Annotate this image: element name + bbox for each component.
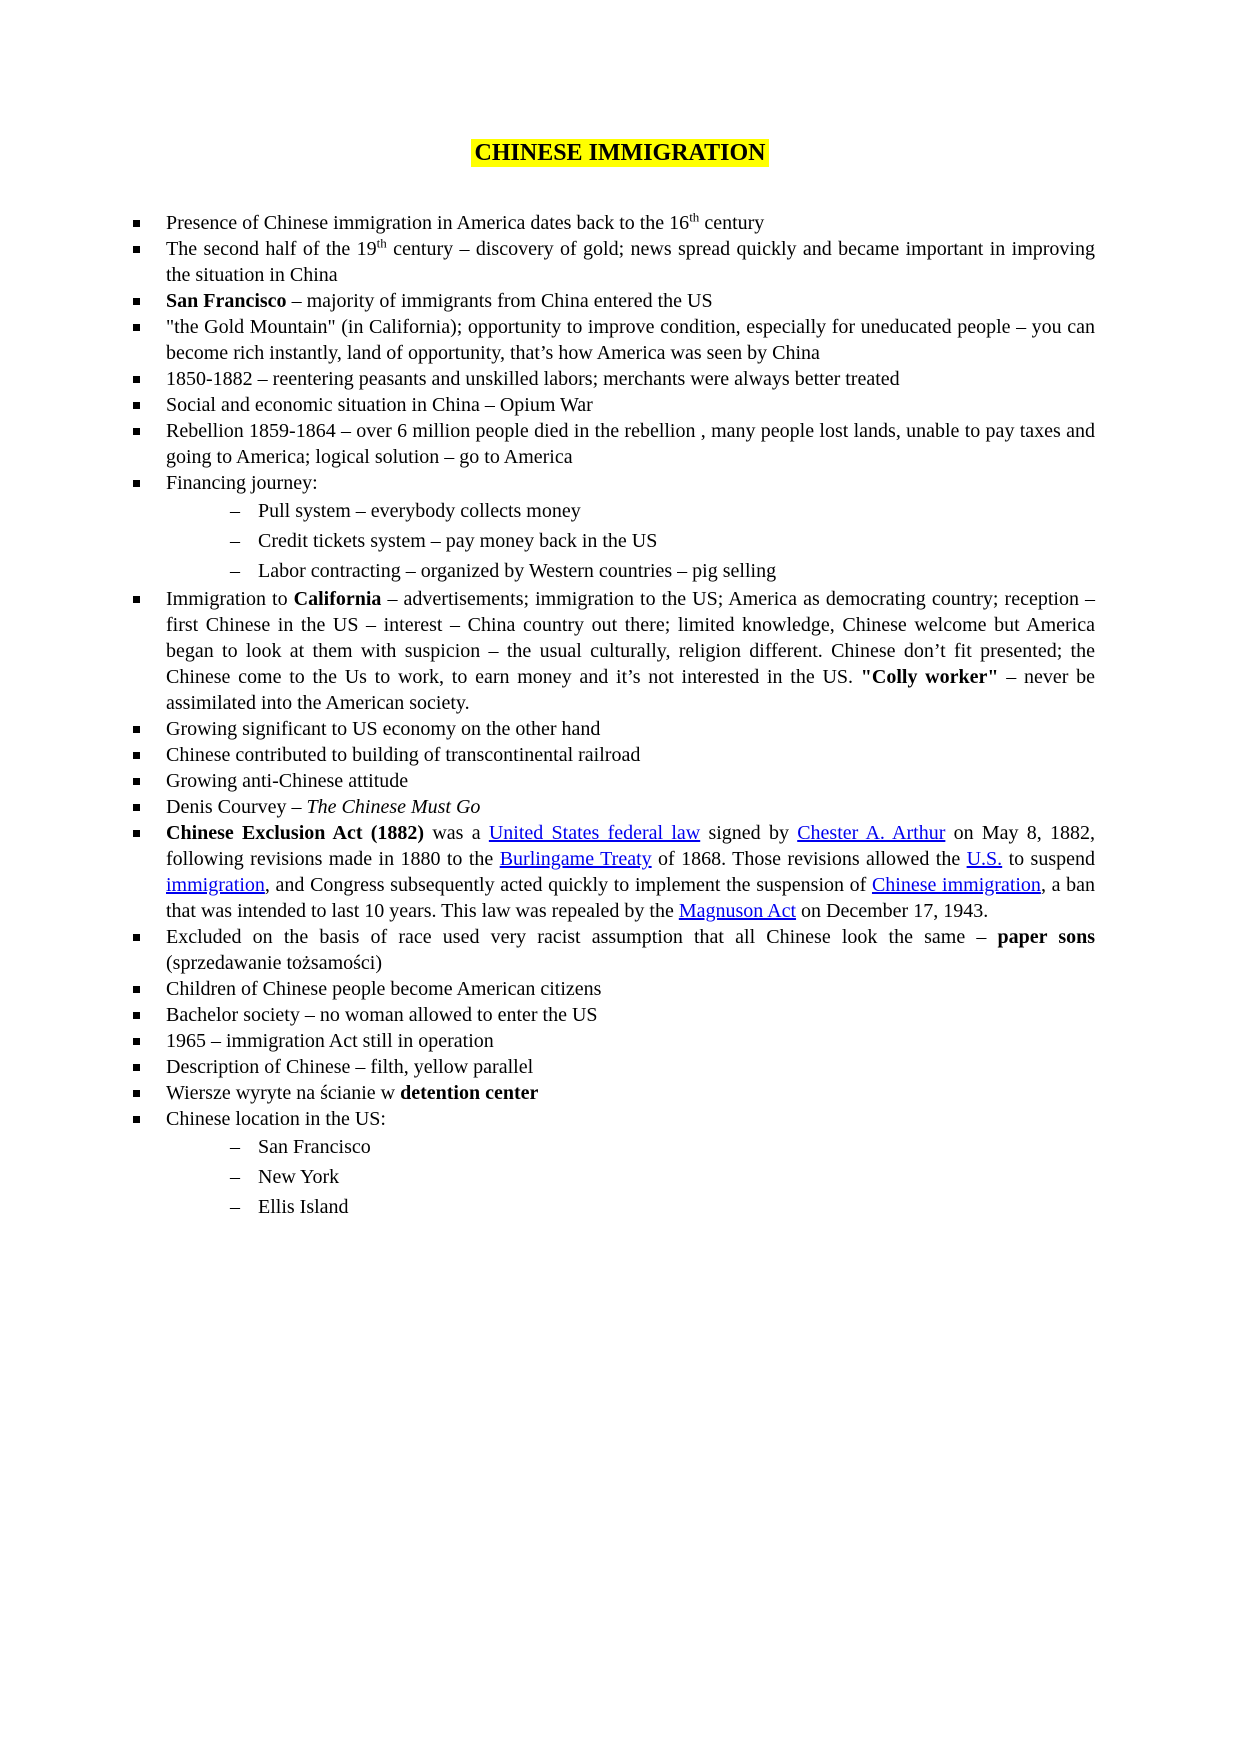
hyperlink[interactable]: Chester A. Arthur: [797, 822, 946, 844]
text-run: New York: [258, 1166, 340, 1188]
text-run: California: [293, 588, 382, 610]
text-run: Chinese location in the US:: [166, 1108, 386, 1130]
text-run: Presence of Chinese immigration in America dates back to the 16: [166, 212, 690, 234]
hyperlink[interactable]: United States federal law: [488, 822, 701, 844]
list-item-text: [166, 1080, 1095, 1106]
list-item: [133, 1054, 1095, 1080]
square-bullet-icon: [133, 236, 166, 253]
list-item: [133, 820, 1095, 924]
text-run: on December 17, 1943.: [796, 900, 989, 922]
square-bullet-icon: [133, 288, 166, 305]
list-item-text: [258, 1134, 1095, 1160]
text-run: San Francisco: [166, 290, 287, 312]
square-bullet-icon: [133, 366, 166, 383]
text-run: San Francisco: [258, 1136, 371, 1158]
list-item: [133, 418, 1095, 470]
dash-bullet-icon: –: [230, 1136, 240, 1158]
text-run: Pull system – everybody collects money: [258, 500, 581, 522]
list-item: [133, 314, 1095, 366]
text-run: Description of Chinese – filth, yellow parallel: [166, 1056, 534, 1078]
text-run: (sprzedawanie tożsamości): [166, 952, 383, 974]
list-item: [133, 288, 1095, 314]
list-item: [133, 976, 1095, 1002]
text-run: Chinese contributed to building of transcontinental railroad: [166, 744, 641, 766]
square-bullet-icon: [133, 976, 166, 993]
list-item: [133, 794, 1095, 820]
dash-bullet-icon: –: [230, 1196, 240, 1218]
list-item-text: [166, 586, 1095, 716]
list-item-text: [166, 418, 1095, 470]
text-run: 1850-1882 – reentering peasants and unskilled labors; merchants were always better treated: [166, 368, 900, 390]
list-item: [133, 1080, 1095, 1106]
square-bullet-icon: [133, 210, 166, 227]
text-run: Excluded on the basis of race used very racist assumption that all Chinese look the same –: [166, 926, 998, 948]
square-bullet-icon: [133, 924, 166, 941]
list-item: [133, 768, 1095, 794]
square-bullet-icon: [133, 1028, 166, 1045]
list-item-text: [166, 1106, 1095, 1132]
list-item-text: [258, 1194, 1095, 1220]
text-run: Ellis Island: [258, 1196, 349, 1218]
dash-bullet-icon: –: [230, 1166, 240, 1188]
list-item-text: [258, 528, 1095, 554]
square-bullet-icon: [133, 820, 166, 837]
square-bullet-icon: [133, 742, 166, 759]
square-bullet-icon: [133, 418, 166, 435]
square-bullet-icon: [133, 392, 166, 409]
text-run: on May 8, 1882, following revisions made in 1880 to the: [166, 822, 1096, 870]
list-item-text: [166, 236, 1095, 288]
text-run: detention center: [400, 1082, 539, 1104]
list-item: [133, 1028, 1095, 1054]
page-title: [0, 136, 1240, 170]
square-bullet-icon: [133, 794, 166, 811]
list-item: [133, 470, 1095, 496]
square-bullet-icon: [133, 314, 166, 331]
text-run: Rebellion 1859-1864 – over 6 million people died in the rebellion , many people lost lands, unable to pay taxes and going to America; logical solution – go to America: [166, 420, 1095, 468]
text-run: Immigration to: [166, 588, 294, 610]
text-run: , and Congress subsequently acted quickly to implement the suspension of: [264, 874, 872, 896]
list-item: [133, 1002, 1095, 1028]
text-run: "the Gold Mountain" (in California); opportunity to improve condition, especially for uneducated people – you can become rich instantly, land of opportunity, that’s how America was seen by China: [166, 316, 1095, 364]
list-item-text: [166, 742, 1095, 768]
list-item-text: [166, 1028, 1095, 1054]
list-item-text: [166, 794, 1095, 820]
square-bullet-icon: [133, 768, 166, 785]
square-bullet-icon: [133, 716, 166, 733]
text-run: Social and economic situation in China – Opium War: [166, 394, 593, 416]
sub-list-item: [230, 1132, 1095, 1162]
list-item-text: [166, 392, 1095, 418]
list-item-text: [166, 716, 1095, 742]
sub-list-item: [230, 526, 1095, 556]
text-run: century – discovery of gold; news spread quickly and became important in improving the situation in China: [166, 238, 1095, 286]
text-run: – never be assimilated into the American society.: [166, 666, 1095, 714]
list-item-text: [166, 1002, 1095, 1028]
list-item-text: [166, 976, 1095, 1002]
square-bullet-icon: [133, 1080, 166, 1097]
text-run: Financing journey:: [166, 472, 318, 494]
text-run: – majority of immigrants from China entered the US: [286, 290, 713, 312]
sub-list-item: [230, 1192, 1095, 1222]
list-item-text: [166, 470, 1095, 496]
dash-bullet-icon: –: [230, 560, 240, 582]
text-run: th: [376, 235, 387, 251]
text-run: century: [699, 212, 765, 234]
hyperlink[interactable]: U.S.: [966, 848, 1003, 870]
list-item: [133, 586, 1095, 716]
text-run: 1965 – immigration Act still in operation: [166, 1030, 494, 1052]
text-run: Denis Courvey –: [166, 796, 307, 818]
text-run: Growing anti-Chinese attitude: [166, 770, 409, 792]
list-item-text: [166, 288, 1095, 314]
square-bullet-icon: [133, 1002, 166, 1019]
text-run: Chinese Exclusion Act (1882): [166, 822, 425, 844]
hyperlink[interactable]: Magnuson Act: [678, 900, 797, 922]
list-item-text: [166, 366, 1095, 392]
hyperlink[interactable]: immigration: [166, 874, 265, 896]
list-item-text: [166, 210, 1095, 236]
list-item: [133, 366, 1095, 392]
text-run: Children of Chinese people become American citizens: [166, 978, 602, 1000]
list-item: [133, 1106, 1095, 1132]
text-run: Growing significant to US economy on the other hand: [166, 718, 601, 740]
text-run: of 1868. Those revisions allowed the: [651, 848, 967, 870]
sub-list-item: [230, 1162, 1095, 1192]
dash-bullet-icon: –: [230, 530, 240, 552]
bullet-list: [0, 210, 1240, 1222]
list-item: [133, 210, 1095, 236]
highlighted-title-text: CHINESE IMMIGRATION: [471, 139, 770, 167]
text-run: The second half of the 19: [166, 238, 377, 260]
square-bullet-icon: [133, 470, 166, 487]
text-run: , a ban that was intended to last 10 years. This law was repealed by the: [166, 874, 1095, 922]
list-item-text: [166, 1054, 1095, 1080]
sub-list-item: [230, 496, 1095, 526]
list-item-text: [166, 768, 1095, 794]
list-item: [133, 392, 1095, 418]
text-run: "Colly worker": [860, 666, 999, 688]
text-run: signed by: [700, 822, 798, 844]
list-item: [133, 716, 1095, 742]
text-run: Labor contracting – organized by Western countries – pig selling: [258, 560, 777, 582]
text-run: th: [689, 209, 700, 225]
list-item-text: [166, 924, 1095, 976]
square-bullet-icon: [133, 1106, 166, 1123]
dash-bullet-icon: –: [230, 500, 240, 522]
square-bullet-icon: [133, 586, 166, 603]
list-item-text: [258, 498, 1095, 524]
text-run: – advertisements; immigration to the US; America as democrating country; reception – first Chinese in the US – interest – China country out there; limited knowledge, Chinese welcome but America began to look at them with suspicion – the usual culturally, religion different. Chinese don’t fit presented; the Chinese come to the Us to work, to earn money and it’s not interested in the US.: [166, 588, 1095, 688]
list-item: [133, 236, 1095, 288]
list-item: [133, 924, 1095, 976]
text-run: Credit tickets system – pay money back in the US: [258, 530, 658, 552]
list-item-text: [258, 558, 1095, 584]
text-run: was a: [424, 822, 489, 844]
list-item-text: [258, 1164, 1095, 1190]
hyperlink[interactable]: Chinese immigration: [871, 874, 1041, 896]
text-run: Wiersze wyryte na ścianie w: [166, 1082, 401, 1104]
text-run: to suspend: [1002, 848, 1095, 870]
list-item: [133, 742, 1095, 768]
text-run: The Chinese Must Go: [306, 796, 481, 818]
text-run: paper sons: [997, 926, 1096, 948]
list-item-text: [166, 820, 1095, 924]
list-item-text: [166, 314, 1095, 366]
hyperlink[interactable]: Burlingame Treaty: [499, 848, 652, 870]
square-bullet-icon: [133, 1054, 166, 1071]
sub-list-item: [230, 556, 1095, 586]
text-run: Bachelor society – no woman allowed to enter the US: [166, 1004, 598, 1026]
